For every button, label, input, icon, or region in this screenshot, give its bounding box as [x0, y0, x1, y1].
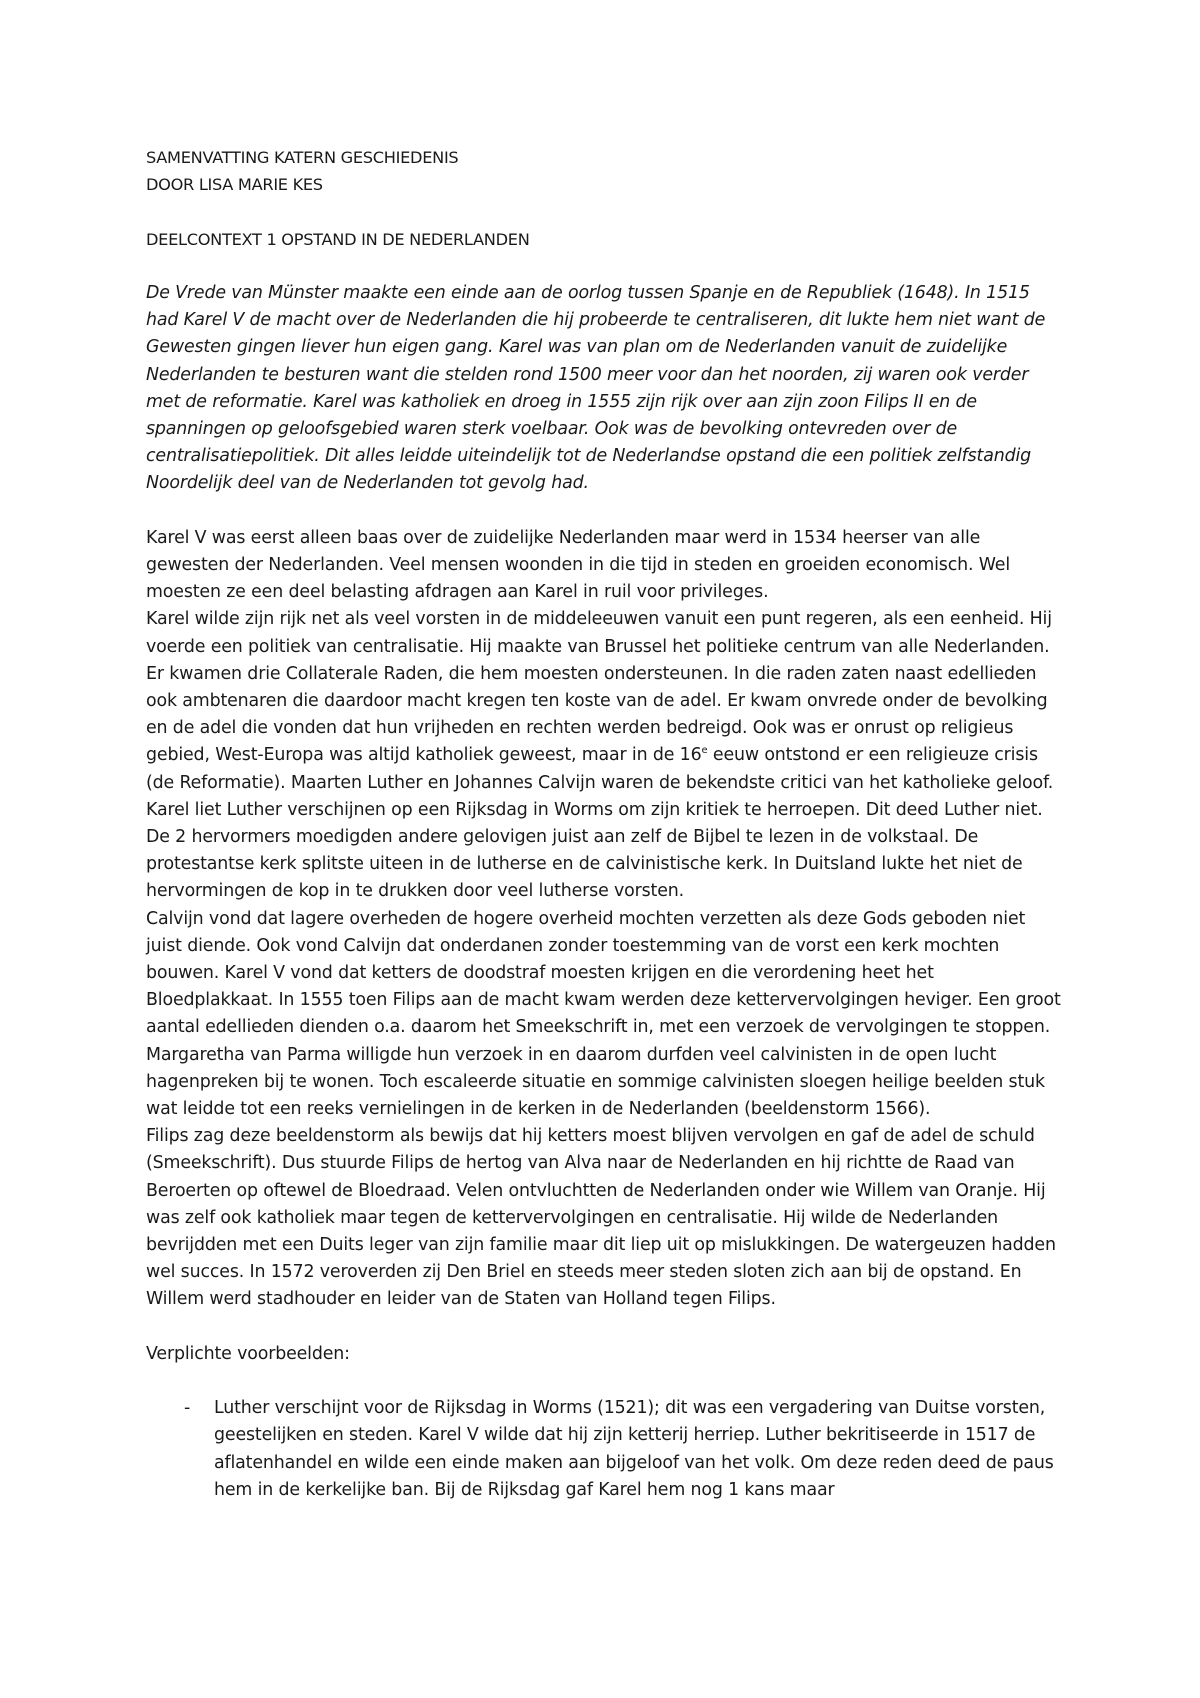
- document-body: [146, 144, 1066, 1504]
- body-paragraph-1: Karel V was eerst alleen baas over de zuidelijke Nederlanden maar werd in 1534 heerser van alle gewesten der Nederlanden. Veel mensen woonden in die tijd in steden en groeiden economisch. Wel moesten ze een deel belasting afdragen aan Karel in ruil voor privileges.: [146, 527, 1011, 603]
- ordinal-superscript: e: [701, 745, 708, 757]
- list-bullet: -: [184, 1398, 191, 1419]
- spacer: [146, 198, 1066, 225]
- spacer: [146, 1314, 1066, 1341]
- section-heading: DEELCONTEXT 1 OPSTAND IN DE NEDERLANDEN: [146, 229, 530, 249]
- spacer: [146, 498, 1066, 525]
- body-paragraph-3: De 2 hervormers moedigden andere gelovigen juist aan zelf de Bijbel te lezen in de volkstaal. De protestantse kerk splitste uiteen in de lutherse en de calvinistische kerk. In Duitsland lukte het niet de hervormingen de kop in te drukken door veel lutherse vorsten.: [146, 827, 1023, 902]
- list-item: [146, 1395, 1066, 1504]
- examples-list: [146, 1395, 1066, 1504]
- body-paragraph-2: [146, 606, 1066, 824]
- list-item-text: Luther verschijnt voor de Rijksdag in Worms (1521); dit was een vergadering van Duitse vorsten, geestelijken en steden. Karel V wilde dat hij zijn ketterij herriep. Luther bekritiseerde in 1517 de aflatenhandel en wilde een einde maken aan bijgeloof van het volk. Om deze reden deed de paus hem in de kerkelijke ban. Bij de Rijksdag gaf Karel hem nog 1 kans maar: [214, 1398, 1054, 1500]
- examples-heading: Verplichte voorbeelden:: [146, 1343, 350, 1364]
- spacer: [146, 253, 1066, 280]
- body-paragraph-2-part-2: eeuw ontstond er een religieuze crisis (de Reformatie). Maarten Luther en Johannes Calvijn waren de bekendste critici van het katholieke geloof. Karel liet Luther verschijnen op een Rijksdag in Worms om zijn kritiek te herroepen. Dit deed Luther niet.: [146, 745, 1054, 820]
- body-paragraph-5: Filips zag deze beeldenstorm als bewijs dat hij ketters moest blijven vervolgen en gaf de adel de schuld (Smeekschrift). Dus stuurde Filips de hertog van Alva naar de Nederlanden en hij richtte de Raad van Beroerten op oftewel de Bloedraad. Velen ontvluchtten de Nederlanden onder wie Willem van Oranje. Hij was zelf ook katholiek maar tegen de kettervervolgingen en centralisatie. Hij wilde de Nederlanden bevrijdden met een Duits leger van zijn familie maar dit liep uit op mislukkingen. De watergeuzen hadden wel succes. In 1572 veroverden zij Den Briel en steeds meer steden sloten zich aan bij de opstand. En Willem werd stadhouder en leider van de Staten van Holland tegen Filips.: [146, 1126, 1056, 1310]
- body-paragraph-2-part-1: Karel wilde zijn rijk net als veel vorsten in de middeleeuwen vanuit een punt regeren, als een eenheid. Hij voerde een politiek van centralisatie. Hij maakte van Brussel het politieke centrum van alle Nederlanden. Er kwamen drie Collaterale Raden, die hem moesten ondersteunen. In die raden zaten naast edellieden ook ambtenaren die daardoor macht kregen ten koste van de adel. Er kwam onvrede onder de bevolking en de adel die vonden dat hun vrijheden en rechten werden bedreigd. Ook was er onrust op religieus gebied, West-Europa was altijd katholiek geweest, maar in de 16: [146, 609, 1052, 766]
- document-title: SAMENVATTING KATERN GESCHIEDENIS: [146, 148, 459, 167]
- intro-paragraph: De Vrede van Münster maakte een einde aan de oorlog tussen Spanje en de Republiek (1648). In 1515 had Karel V de macht over de Nederlanden die hij probeerde te centraliseren, dit lukte hem niet want de Gewesten gingen liever hun eigen gang. Karel was van plan om de Nederlanden vanuit de zuidelijke Nederlanden te besturen want die stelden rond 1500 meer voor dan het noorden, zij waren ook verder met de reformatie. Karel was katholiek en droeg in 1555 zijn rijk over aan zijn zoon Filips II en de spanningen op geloofsgebied waren sterk voelbaar. Ook was de bevolking ontevreden over de centralisatiepolitiek. Dit alles leidde uiteindelijk tot de Nederlandse opstand die een politiek zelfstandig Noordelijk deel van de Nederlanden tot gevolg had.: [146, 282, 1046, 494]
- document-author: DOOR LISA MARIE KES: [146, 175, 323, 195]
- body-paragraph-4: Calvijn vond dat lagere overheden de hogere overheid mochten verzetten als deze Gods geboden niet juist diende. Ook vond Calvijn dat onderdanen zonder toestemming van de vorst een kerk mochten bouwen. Karel V vond dat ketters de doodstraf moesten krijgen en die verordening heet het Bloedplakkaat. In 1555 toen Filips aan de macht kwam werden deze kettervervolgingen heviger. Een groot aantal edellieden dienden o.a. daarom het Smeekschrift in, met een verzoek de vervolgingen te stoppen. Margaretha van Parma willigde hun verzoek in en daarom durfden veel calvinisten in de open lucht hagenpreken bij te wonen. Toch escaleerde situatie en sommige calvinisten sloegen heilige beelden stuk wat leidde tot een reeks vernielingen in de kerken in de Nederlanden (beeldenstorm 1566).: [146, 908, 1061, 1120]
- spacer: [146, 1368, 1066, 1395]
